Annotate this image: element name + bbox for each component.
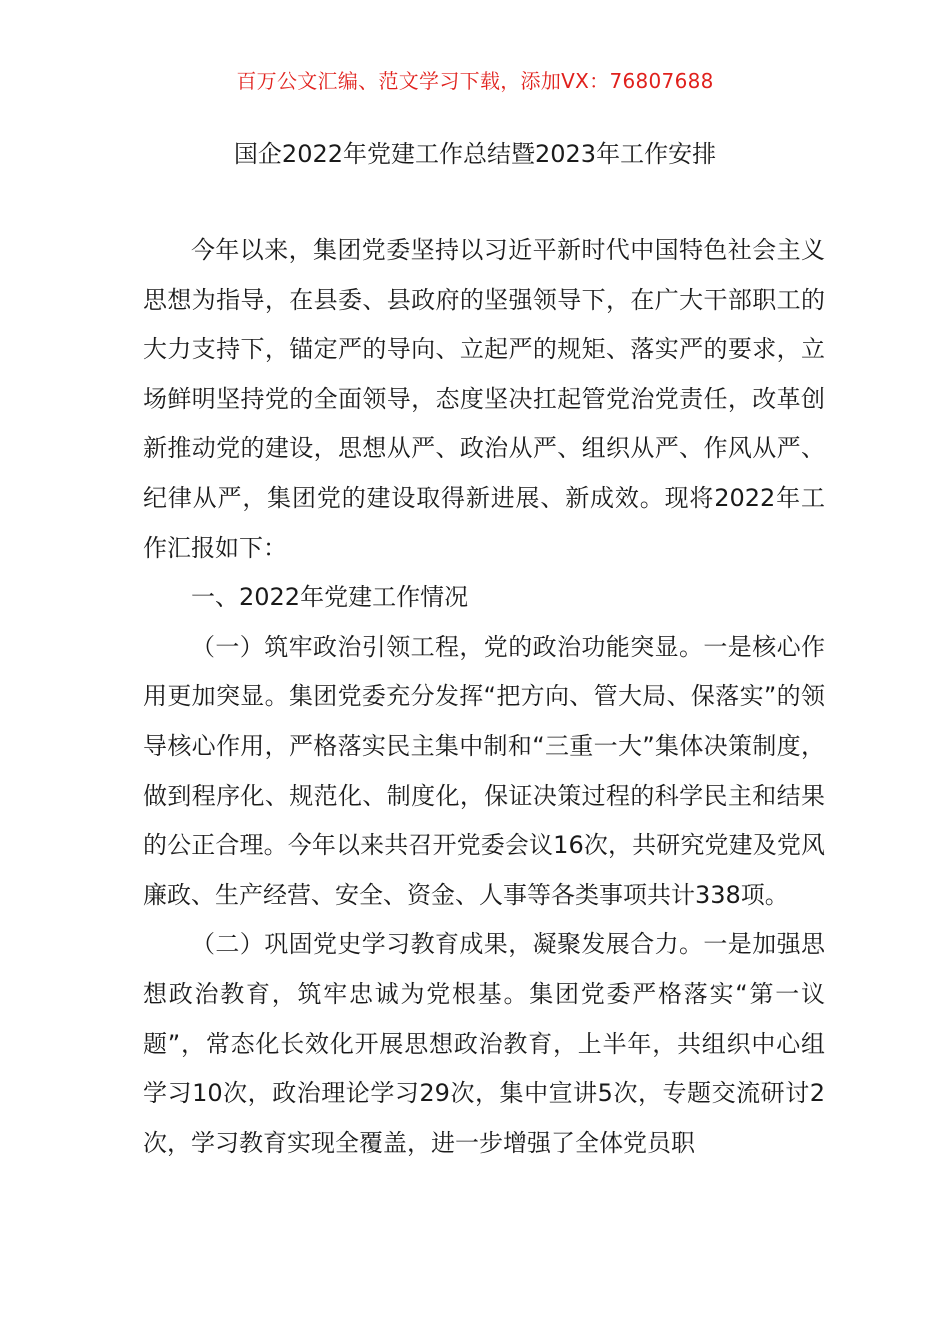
header-watermark: 百万公文汇编、范文学习下载，添加VX：76807688 [236,69,714,93]
paragraph-section-1-1: （一）筑牢政治引领工程，党的政治功能突显。一是核心作用更加突显。集团党委充分发挥“把方向、管大局、保落实”的领导核心作用，严格落实民主集中制和“三重一大”集体决策制度，做到程序化、规范化、制度化，保证决策过程的科学民主和结果的公正合理。今年以来共召开党委会议16次，共研究党建及党风廉政、生产经营、安全、资金、人事等各类事项共计338项。 [143,632,825,909]
section-heading-1: 一、2022年党建工作情况 [191,583,469,612]
document-body [143,226,825,1168]
document-title: 国企2022年党建工作总结暨2023年工作安排 [233,140,717,168]
paragraph-section-1-2: （二）巩固党史学习教育成果，凝聚发展合力。一是加强思想政治教育，筑牢忠诚为党根基。集团党委严格落实“第一议题”，常态化长效化开展思想政治教育，上半年，共组织中心组学习10次，政治理论学习29次，集中宣讲5次，专题交流研讨2次，学习教育实现全覆盖，进一步增强了全体党员职 [143,930,825,1157]
paragraph-intro: 今年以来，集团党委坚持以习近平新时代中国特色社会主义思想为指导，在县委、县政府的坚强领导下，在广大干部职工的大力支持下，锚定严的导向、立起严的规矩、落实严的要求，立场鲜明坚持党的全面领导，态度坚决扛起管党治党责任，改革创新推动党的建设，思想从严、政治从严、组织从严、作风从严、纪律从严，集团党的建设取得新进展、新成效。现将2022年工作汇报如下： [143,236,825,562]
